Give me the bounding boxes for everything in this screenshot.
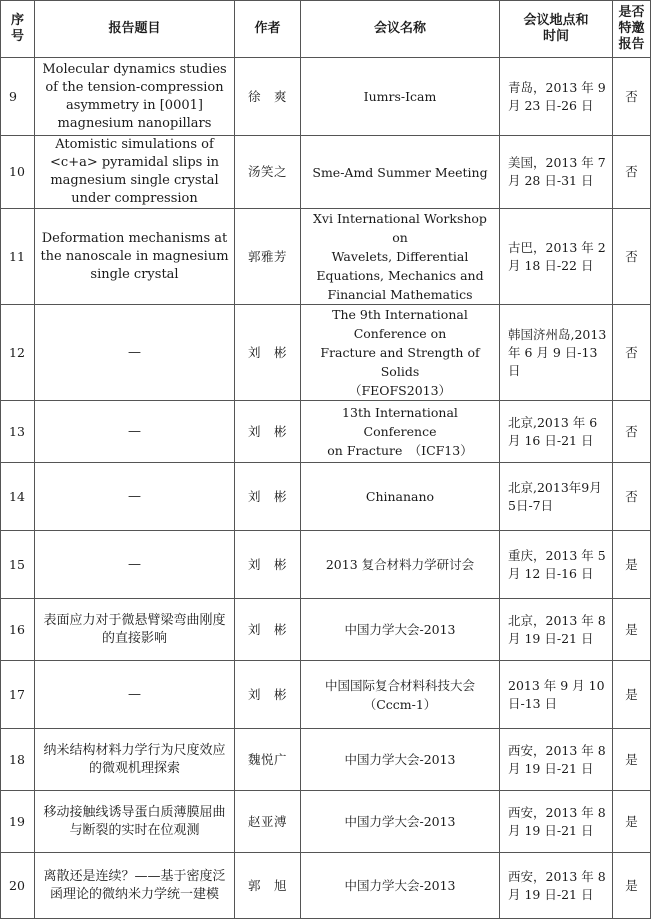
header-place-time: 会议地点和时间: [500, 1, 613, 58]
table-row: [1, 58, 651, 136]
header-title: 报告题目: [35, 1, 235, 58]
table-row: [1, 729, 651, 791]
report-title-text: 表面应力对于微悬臂梁弯曲刚度的直接影响: [43, 612, 226, 646]
report-title-text: Atomistic simulations of <c+a> pyramidal slips in magnesium single crystal under compression: [50, 137, 219, 206]
report-title: [35, 661, 235, 729]
invited-flag: 是: [613, 853, 651, 919]
report-title-text: —: [128, 556, 141, 572]
conference-name-line: 中国力学大会-2013: [344, 752, 456, 767]
report-title: [35, 463, 235, 531]
header-row: [1, 1, 651, 58]
header-invited: 是否特邀报告: [613, 1, 651, 58]
report-title-text: —: [128, 344, 141, 360]
author: 郭 旭: [235, 853, 301, 919]
conference-name-line: 中国国际复合材料科技大会: [324, 677, 475, 693]
conference-name: [301, 305, 500, 401]
conference-name-line: 中国力学大会-2013: [344, 622, 456, 637]
invited-flag: 是: [613, 729, 651, 791]
author: 徐 爽: [235, 58, 301, 136]
conference-name-line: Conference on: [353, 326, 447, 341]
conference-name: [301, 401, 500, 463]
row-number: 17: [1, 661, 35, 729]
place-and-time: 重庆，2013 年 5 月 12 日-16 日: [500, 531, 613, 599]
conference-name: [301, 136, 500, 209]
conference-name-line: Iumrs-Icam: [363, 89, 437, 104]
author: 刘 彬: [235, 531, 301, 599]
author: 赵亚溥: [235, 791, 301, 853]
invited-flag: 是: [613, 661, 651, 729]
place-and-time: 北京,2013 年 6 月 16 日-21 日: [500, 401, 613, 463]
author: 汤笑之: [235, 136, 301, 209]
report-title: [35, 791, 235, 853]
place-and-time: 韩国济州岛,2013 年 6 月 9 日-13 日: [500, 305, 613, 401]
report-title: [35, 531, 235, 599]
row-number: 10: [1, 136, 35, 209]
table-row: [1, 791, 651, 853]
conference-name: [301, 853, 500, 919]
report-title-text: Molecular dynamics studies of the tension-compression asymmetry in [0001] magnesium nanopillars: [42, 61, 227, 131]
table-row: [1, 209, 651, 305]
conference-name-line: Chinanano: [365, 489, 435, 504]
conference-name: [301, 58, 500, 136]
author: 郭雅芳: [235, 209, 301, 305]
invited-flag: 是: [613, 531, 651, 599]
place-and-time: 青岛，2013 年 9 月 23 日-26 日: [500, 58, 613, 136]
conference-name-line: Wavelets, Differential: [331, 249, 469, 264]
row-number: 19: [1, 791, 35, 853]
row-number: 12: [1, 305, 35, 401]
conference-name-line: Equations, Mechanics and: [316, 268, 484, 283]
row-number: 15: [1, 531, 35, 599]
conference-name: [301, 599, 500, 661]
table-row: [1, 599, 651, 661]
conference-name-line: Xvi International Workshop on: [313, 211, 487, 245]
report-title: [35, 305, 235, 401]
invited-flag: 否: [613, 463, 651, 531]
author: 魏悦广: [235, 729, 301, 791]
report-title: [35, 729, 235, 791]
row-number: 13: [1, 401, 35, 463]
conference-name: [301, 729, 500, 791]
table-row: [1, 401, 651, 463]
header-conference: 会议名称: [301, 1, 500, 58]
author: 刘 彬: [235, 463, 301, 531]
conference-name-line: Financial Mathematics: [327, 287, 473, 302]
report-title-text: Deformation mechanisms at the nanoscale in magnesium single crystal: [40, 230, 229, 282]
report-title-text: —: [128, 488, 141, 504]
row-number: 9: [1, 58, 35, 136]
place-and-time: 北京,2013年9月5日-7日: [500, 463, 613, 531]
report-title: [35, 599, 235, 661]
report-title-text: 纳米结构材料力学行为尺度效应的微观机理探索: [43, 742, 226, 776]
conference-name-line: 2013 复合材料力学研讨会: [325, 557, 475, 572]
row-number: 20: [1, 853, 35, 919]
conference-name-line: Sme-Amd Summer Meeting: [312, 164, 488, 180]
report-title-text: 移动接触线诱导蛋白质薄膜屈曲与断裂的实时在位观测: [43, 804, 226, 838]
author: 刘 彬: [235, 661, 301, 729]
invited-flag: 是: [613, 599, 651, 661]
place-and-time: 西安，2013 年 8 月 19 日-21 日: [500, 791, 613, 853]
invited-flag: 是: [613, 791, 651, 853]
conference-name-line: 中国力学大会-2013: [344, 814, 456, 829]
conference-name: [301, 531, 500, 599]
report-title: [35, 853, 235, 919]
conference-name: [301, 209, 500, 305]
row-number: 11: [1, 209, 35, 305]
conference-name: [301, 661, 500, 729]
conference-name-line: The 9th International: [332, 307, 468, 322]
table-row: [1, 463, 651, 531]
report-title: [35, 58, 235, 136]
invited-flag: 否: [613, 209, 651, 305]
place-and-time: 西安，2013 年 8 月 19 日-21 日: [500, 729, 613, 791]
place-and-time: 古巴，2013 年 2 月 18 日-22 日: [500, 209, 613, 305]
author: 刘 彬: [235, 599, 301, 661]
conference-name: [301, 791, 500, 853]
invited-flag: 否: [613, 58, 651, 136]
table-row: [1, 305, 651, 401]
conference-name-line: 中国力学大会-2013: [344, 878, 456, 893]
author: 刘 彬: [235, 305, 301, 401]
header-author: 作者: [235, 1, 301, 58]
report-title: [35, 401, 235, 463]
place-and-time: 西安，2013 年 8 月 19 日-21 日: [500, 853, 613, 919]
table-row: [1, 136, 651, 209]
conference-name-line: 13th International Conference: [342, 405, 458, 439]
invited-flag: 否: [613, 305, 651, 401]
report-title-text: 离散还是连续？——基于密度泛函理论的微纳米力学统一建模: [43, 868, 226, 902]
report-title: [35, 136, 235, 209]
report-title-text: —: [128, 686, 141, 702]
table-row: [1, 531, 651, 599]
table-row: [1, 853, 651, 919]
row-number: 16: [1, 599, 35, 661]
invited-flag: 否: [613, 401, 651, 463]
table-row: [1, 661, 651, 729]
place-and-time: 美国，2013 年 7 月 28 日-31 日: [500, 136, 613, 209]
report-title-text: —: [128, 423, 141, 439]
place-and-time: 2013 年 9 月 10 日-13 日: [500, 661, 613, 729]
conference-name-line: Fracture and Strength of Solids: [320, 345, 480, 379]
header-no: 序号: [1, 1, 35, 58]
conference-name: [301, 463, 500, 531]
conference-name-line: on Fracture （ICF13）: [327, 443, 473, 458]
conference-name-line: （Cccm-1）: [363, 696, 437, 712]
conference-name-line: （FEOFS2013）: [348, 383, 452, 398]
author: 刘 彬: [235, 401, 301, 463]
report-title: [35, 209, 235, 305]
place-and-time: 北京，2013 年 8 月 19 日-21 日: [500, 599, 613, 661]
table-body: [1, 58, 651, 919]
row-number: 18: [1, 729, 35, 791]
invited-flag: 否: [613, 136, 651, 209]
row-number: 14: [1, 463, 35, 531]
